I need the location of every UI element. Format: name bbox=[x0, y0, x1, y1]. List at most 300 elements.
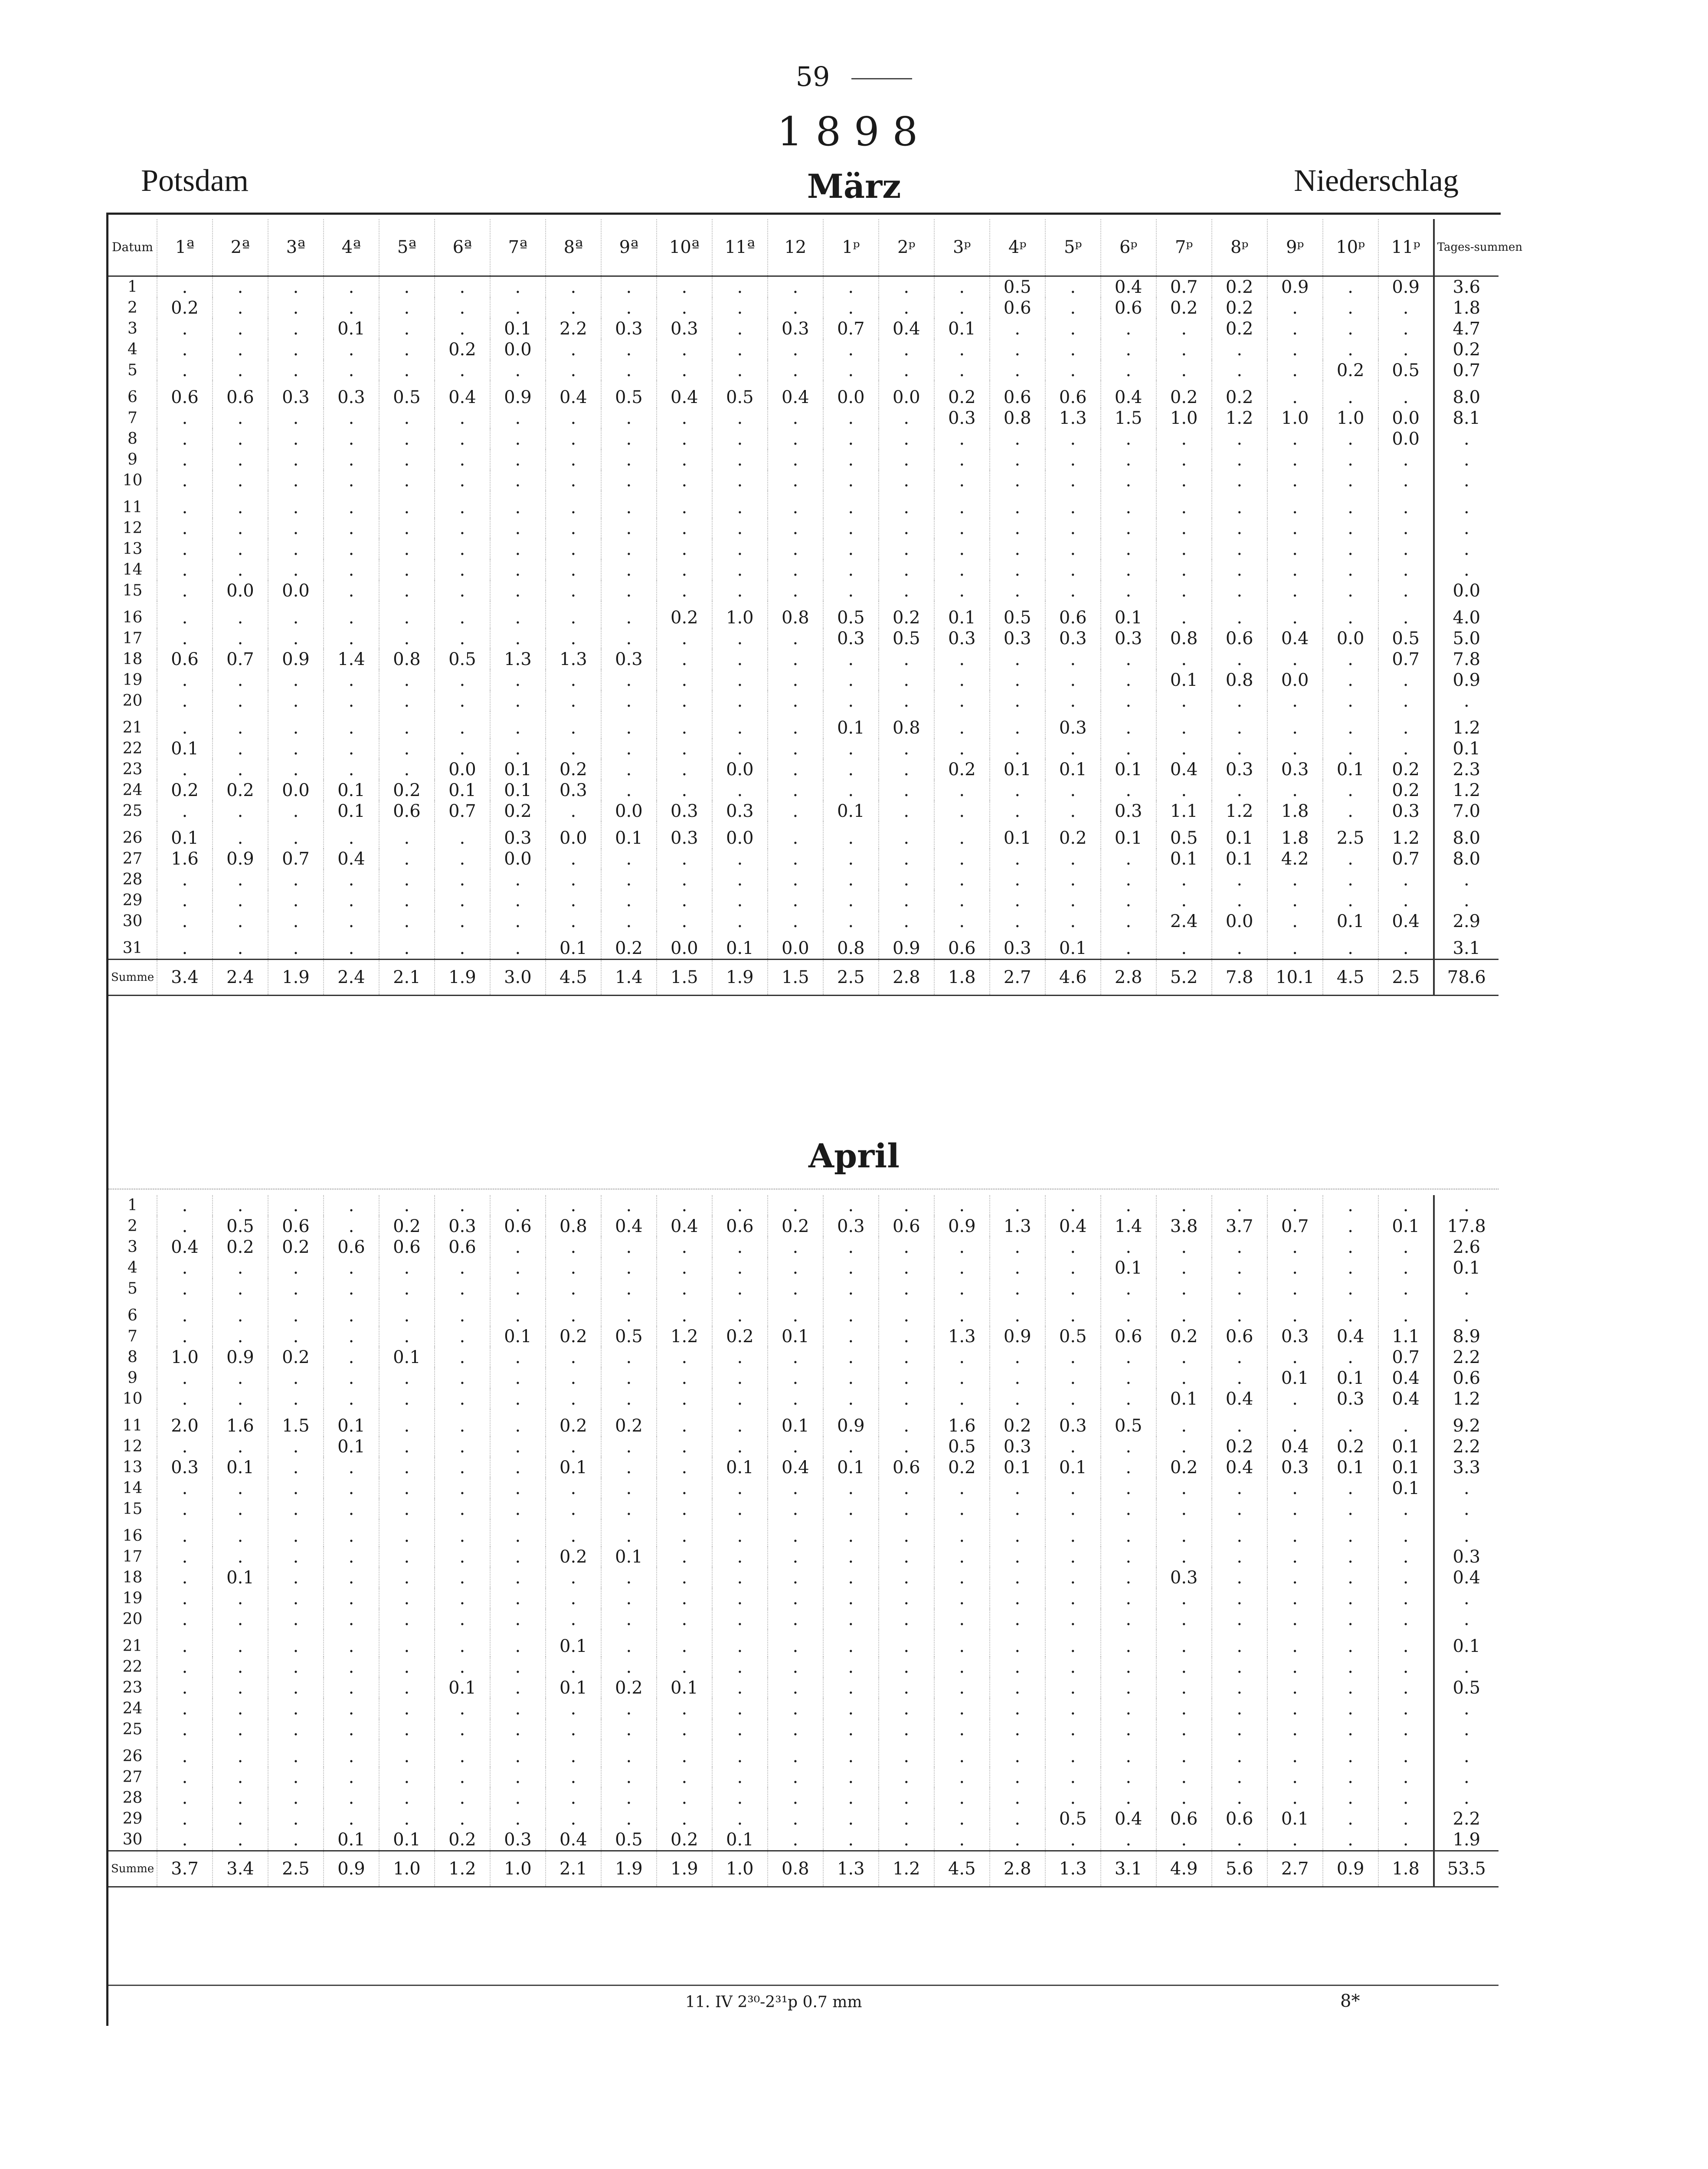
cell-value: . bbox=[1323, 711, 1378, 738]
cell-value: . bbox=[546, 1389, 601, 1409]
cell-value: 0.1 bbox=[934, 601, 990, 628]
cell-value: . bbox=[213, 691, 268, 711]
cell-value: . bbox=[213, 1499, 268, 1520]
cell-value: . bbox=[823, 449, 879, 470]
cell-value: . bbox=[268, 539, 324, 560]
cell-value: . bbox=[601, 518, 657, 539]
cell-value: . bbox=[546, 276, 601, 298]
cell-value: . bbox=[1267, 449, 1323, 470]
cell-value: . bbox=[712, 1788, 768, 1809]
cell-value: 0.2 bbox=[379, 1216, 435, 1237]
cell-value: 0.3 bbox=[601, 649, 657, 670]
table-row bbox=[108, 1499, 1499, 1520]
cell-value: . bbox=[657, 1499, 712, 1520]
cell-value: 3.7 bbox=[1212, 1216, 1267, 1237]
cell-value: . bbox=[379, 1767, 435, 1788]
cell-value: . bbox=[268, 932, 324, 960]
cell-value: . bbox=[379, 1436, 435, 1457]
cell-value: . bbox=[601, 1698, 657, 1719]
cell-value: 2.0 bbox=[157, 1409, 213, 1436]
cell-value: . bbox=[490, 408, 546, 429]
cell-value: . bbox=[990, 1258, 1045, 1278]
sum-value: 1.9 bbox=[601, 1851, 657, 1887]
table-row bbox=[108, 869, 1499, 890]
cell-value: . bbox=[712, 628, 768, 649]
cell-value: . bbox=[1323, 491, 1378, 518]
cell-value: . bbox=[268, 1740, 324, 1767]
cell-value: . bbox=[879, 1258, 934, 1278]
cell-value: . bbox=[1156, 1478, 1212, 1499]
cell-value: . bbox=[324, 1678, 379, 1698]
cell-value: 0.7 bbox=[435, 801, 490, 822]
cell-value: . bbox=[1156, 780, 1212, 801]
row-day: 5 bbox=[128, 1280, 137, 1297]
cell-value: . bbox=[712, 580, 768, 601]
sum-value: 2.8 bbox=[879, 960, 934, 996]
cell-value: . bbox=[213, 1520, 268, 1546]
cell-value: . bbox=[268, 298, 324, 318]
cell-value: . bbox=[934, 1719, 990, 1740]
cell-value: . bbox=[324, 560, 379, 580]
cell-value: . bbox=[1156, 1630, 1212, 1657]
row-total: 0.4 bbox=[1434, 1567, 1499, 1588]
cell-value: . bbox=[712, 1409, 768, 1436]
cell-value: . bbox=[990, 869, 1045, 890]
row-total: 1.8 bbox=[1434, 298, 1499, 318]
cell-value: . bbox=[990, 1478, 1045, 1499]
cell-value: . bbox=[1267, 1567, 1323, 1588]
cell-value: . bbox=[601, 1195, 657, 1216]
cell-value: . bbox=[1101, 1195, 1156, 1216]
cell-value: . bbox=[768, 298, 823, 318]
cell-value: . bbox=[1045, 1698, 1101, 1719]
sum-value: 3.1 bbox=[1101, 1851, 1156, 1887]
cell-value: 0.1 bbox=[324, 780, 379, 801]
cell-value: . bbox=[879, 276, 934, 298]
cell-value: . bbox=[490, 491, 546, 518]
cell-value: . bbox=[1101, 1299, 1156, 1326]
cell-value: . bbox=[1045, 649, 1101, 670]
cell-value: . bbox=[490, 360, 546, 381]
cell-value: . bbox=[879, 738, 934, 759]
sum-value: 4.5 bbox=[934, 1851, 990, 1887]
cell-value: . bbox=[1378, 932, 1434, 960]
cell-value: 0.2 bbox=[546, 759, 601, 780]
cell-value: . bbox=[879, 1678, 934, 1698]
cell-value: . bbox=[712, 738, 768, 759]
cell-value: . bbox=[1101, 869, 1156, 890]
cell-value: . bbox=[712, 1657, 768, 1678]
cell-value: . bbox=[157, 1499, 213, 1520]
cell-value: 0.6 bbox=[157, 381, 213, 408]
cell-value: . bbox=[1378, 1258, 1434, 1278]
cell-value: 0.1 bbox=[324, 801, 379, 822]
cell-value: 1.3 bbox=[546, 649, 601, 670]
cell-value: . bbox=[823, 1347, 879, 1368]
sum-value: 3.0 bbox=[490, 960, 546, 996]
cell-value: 0.2 bbox=[435, 1829, 490, 1851]
cell-value: . bbox=[934, 1788, 990, 1809]
cell-value: . bbox=[268, 670, 324, 691]
cell-value: . bbox=[768, 1678, 823, 1698]
row-total: . bbox=[1434, 1698, 1499, 1719]
cell-value: . bbox=[268, 869, 324, 890]
cell-value: . bbox=[1156, 491, 1212, 518]
row-total: . bbox=[1434, 470, 1499, 491]
cell-value: . bbox=[157, 318, 213, 339]
row-total: . bbox=[1434, 1195, 1499, 1216]
cell-value: . bbox=[657, 360, 712, 381]
table-row bbox=[108, 1478, 1499, 1499]
cell-value: 0.1 bbox=[1101, 822, 1156, 849]
cell-value: . bbox=[1156, 1299, 1212, 1326]
row-day: 4 bbox=[128, 1259, 137, 1277]
cell-value: 0.8 bbox=[879, 711, 934, 738]
sum-value: 5.6 bbox=[1212, 1851, 1267, 1887]
cell-value: . bbox=[1101, 738, 1156, 759]
cell-value: . bbox=[657, 1389, 712, 1409]
cell-value: . bbox=[934, 518, 990, 539]
cell-value: . bbox=[1101, 849, 1156, 869]
cell-value: . bbox=[157, 1299, 213, 1326]
cell-value: . bbox=[1212, 1609, 1267, 1630]
cell-value: . bbox=[712, 539, 768, 560]
cell-value: 1.4 bbox=[324, 649, 379, 670]
cell-value: . bbox=[546, 1588, 601, 1609]
cell-value: . bbox=[934, 470, 990, 491]
cell-value: . bbox=[712, 1389, 768, 1409]
table-row bbox=[108, 601, 1499, 628]
cell-value: . bbox=[1045, 890, 1101, 911]
cell-value: . bbox=[157, 1195, 213, 1216]
cell-value: . bbox=[213, 1678, 268, 1698]
cell-value: . bbox=[601, 1436, 657, 1457]
row-day: 25 bbox=[122, 802, 143, 820]
cell-value: . bbox=[1045, 1347, 1101, 1368]
cell-value: 0.1 bbox=[546, 1457, 601, 1478]
cell-value: . bbox=[1212, 1719, 1267, 1740]
cell-value: . bbox=[657, 649, 712, 670]
cell-value: . bbox=[546, 1740, 601, 1767]
cell-value: . bbox=[712, 1347, 768, 1368]
cell-value: 0.1 bbox=[1323, 1368, 1378, 1389]
cell-value: . bbox=[1101, 360, 1156, 381]
cell-value: . bbox=[601, 560, 657, 580]
cell-value: . bbox=[157, 1389, 213, 1409]
cell-value: . bbox=[879, 1299, 934, 1326]
cell-value: . bbox=[324, 759, 379, 780]
row-day: 1 bbox=[128, 1196, 137, 1214]
sum-value: 7.8 bbox=[1212, 960, 1267, 996]
cell-value: . bbox=[1378, 1588, 1434, 1609]
sum-value: 1.9 bbox=[657, 1851, 712, 1887]
cell-value: . bbox=[490, 580, 546, 601]
cell-value: 0.4 bbox=[1378, 911, 1434, 932]
cell-value: . bbox=[435, 1478, 490, 1499]
cell-value: . bbox=[1267, 360, 1323, 381]
cell-value: . bbox=[1212, 738, 1267, 759]
cell-value: . bbox=[1156, 518, 1212, 539]
cell-value: . bbox=[934, 849, 990, 869]
cell-value: . bbox=[213, 1719, 268, 1740]
cell-value: 0.4 bbox=[1267, 628, 1323, 649]
cell-value: . bbox=[823, 670, 879, 691]
row-total: 5.0 bbox=[1434, 628, 1499, 649]
cell-value: . bbox=[768, 1436, 823, 1457]
cell-value: . bbox=[1323, 1698, 1378, 1719]
cell-value: . bbox=[712, 1809, 768, 1829]
cell-value: 0.2 bbox=[1323, 360, 1378, 381]
cell-value: . bbox=[601, 601, 657, 628]
sum-value: 4.9 bbox=[1156, 1851, 1212, 1887]
cell-value: . bbox=[546, 691, 601, 711]
cell-value: 3.8 bbox=[1156, 1216, 1212, 1237]
cell-value: . bbox=[1323, 601, 1378, 628]
cell-value: . bbox=[1045, 1546, 1101, 1567]
table-row bbox=[108, 470, 1499, 491]
cell-value: . bbox=[435, 1436, 490, 1457]
cell-value: 0.6 bbox=[1045, 601, 1101, 628]
cell-value: . bbox=[712, 1520, 768, 1546]
cell-value: . bbox=[1156, 601, 1212, 628]
cell-value: . bbox=[879, 1588, 934, 1609]
row-day: 21 bbox=[122, 1637, 143, 1655]
cell-value: 0.1 bbox=[823, 1457, 879, 1478]
cell-value: 0.5 bbox=[712, 381, 768, 408]
cell-value: 0.2 bbox=[435, 339, 490, 360]
cell-value: . bbox=[268, 1719, 324, 1740]
cell-value: . bbox=[990, 890, 1045, 911]
cell-value: . bbox=[1045, 1829, 1101, 1851]
table-row bbox=[108, 822, 1499, 849]
cell-value: . bbox=[823, 491, 879, 518]
cell-value: 2.4 bbox=[1156, 911, 1212, 932]
cell-value: . bbox=[1045, 1499, 1101, 1520]
cell-value: . bbox=[934, 539, 990, 560]
cell-value: . bbox=[1045, 560, 1101, 580]
cell-value: 0.9 bbox=[879, 932, 934, 960]
sum-value: 1.3 bbox=[823, 1851, 879, 1887]
cell-value: . bbox=[379, 849, 435, 869]
cell-value: . bbox=[879, 1278, 934, 1299]
column-header-hour: 4ᵖ bbox=[990, 219, 1045, 276]
cell-value: 0.1 bbox=[1323, 1457, 1378, 1478]
cell-value: . bbox=[934, 1499, 990, 1520]
row-day: 11 bbox=[122, 498, 143, 516]
cell-value: 0.2 bbox=[213, 780, 268, 801]
cell-value: . bbox=[657, 580, 712, 601]
cell-value: . bbox=[1156, 738, 1212, 759]
cell-value: . bbox=[657, 491, 712, 518]
cell-value: . bbox=[546, 738, 601, 759]
cell-value: . bbox=[1101, 318, 1156, 339]
row-total: . bbox=[1434, 429, 1499, 449]
cell-value: . bbox=[268, 429, 324, 449]
row-total: . bbox=[1434, 1657, 1499, 1678]
cell-value: 0.4 bbox=[657, 381, 712, 408]
cell-value: 1.0 bbox=[1156, 408, 1212, 429]
cell-value: . bbox=[1378, 1809, 1434, 1829]
cell-value: . bbox=[490, 1588, 546, 1609]
cell-value: . bbox=[768, 560, 823, 580]
header-row bbox=[108, 219, 1499, 276]
cell-value: . bbox=[490, 1499, 546, 1520]
cell-value: . bbox=[157, 491, 213, 518]
cell-value: . bbox=[1212, 932, 1267, 960]
cell-value: . bbox=[1101, 1829, 1156, 1851]
cell-value: . bbox=[1378, 890, 1434, 911]
table-row bbox=[108, 429, 1499, 449]
cell-value: . bbox=[1212, 491, 1267, 518]
cell-value: . bbox=[379, 1588, 435, 1609]
cell-value: . bbox=[1101, 911, 1156, 932]
cell-value: . bbox=[213, 1698, 268, 1719]
row-total: . bbox=[1434, 1478, 1499, 1499]
cell-value: . bbox=[546, 711, 601, 738]
cell-value: . bbox=[435, 1457, 490, 1478]
cell-value: . bbox=[657, 1740, 712, 1767]
cell-value: 0.2 bbox=[213, 1237, 268, 1258]
cell-value: 0.4 bbox=[1267, 1436, 1323, 1457]
cell-value: 0.4 bbox=[1101, 381, 1156, 408]
table-row bbox=[108, 1409, 1499, 1436]
cell-value: . bbox=[823, 822, 879, 849]
cell-value: 0.3 bbox=[324, 381, 379, 408]
cell-value: 1.6 bbox=[157, 849, 213, 869]
cell-value: 1.0 bbox=[157, 1347, 213, 1368]
cell-value: . bbox=[268, 339, 324, 360]
year-heading: 1898 bbox=[777, 108, 931, 155]
cell-value: . bbox=[1323, 1520, 1378, 1546]
cell-value: . bbox=[379, 1499, 435, 1520]
cell-value: 0.9 bbox=[213, 849, 268, 869]
table-row bbox=[108, 890, 1499, 911]
cell-value: . bbox=[1212, 580, 1267, 601]
cell-value: . bbox=[768, 670, 823, 691]
cell-value: . bbox=[1323, 780, 1378, 801]
cell-value: . bbox=[823, 1719, 879, 1740]
cell-value: . bbox=[546, 360, 601, 381]
cell-value: . bbox=[601, 890, 657, 911]
row-day: 6 bbox=[128, 1307, 137, 1324]
cell-value: 0.5 bbox=[1101, 1409, 1156, 1436]
cell-value: . bbox=[1378, 1609, 1434, 1630]
cell-value: . bbox=[1045, 1588, 1101, 1609]
cell-value: . bbox=[657, 890, 712, 911]
cell-value: . bbox=[601, 1457, 657, 1478]
cell-value: . bbox=[324, 408, 379, 429]
sum-value: 2.7 bbox=[1267, 1851, 1323, 1887]
cell-value: . bbox=[934, 1520, 990, 1546]
cell-value: . bbox=[657, 1630, 712, 1657]
cell-value: 0.7 bbox=[213, 649, 268, 670]
cell-value: . bbox=[213, 1609, 268, 1630]
cell-value: . bbox=[1267, 911, 1323, 932]
cell-value: . bbox=[879, 691, 934, 711]
cell-value: 0.3 bbox=[657, 822, 712, 849]
cell-value: . bbox=[268, 1195, 324, 1216]
cell-value: . bbox=[1101, 1719, 1156, 1740]
cell-value: . bbox=[546, 911, 601, 932]
cell-value: . bbox=[490, 560, 546, 580]
cell-value: 0.2 bbox=[268, 1237, 324, 1258]
station-name: Potsdam bbox=[141, 163, 249, 198]
cell-value: . bbox=[823, 1278, 879, 1299]
cell-value: . bbox=[823, 539, 879, 560]
cell-value: . bbox=[1045, 1630, 1101, 1657]
cell-value: . bbox=[934, 360, 990, 381]
cell-value: 0.1 bbox=[157, 738, 213, 759]
cell-value: . bbox=[990, 539, 1045, 560]
cell-value: . bbox=[157, 470, 213, 491]
cell-value: 0.3 bbox=[546, 780, 601, 801]
cell-value: . bbox=[1323, 518, 1378, 539]
cell-value: . bbox=[213, 711, 268, 738]
table-row bbox=[108, 670, 1499, 691]
cell-value: . bbox=[823, 1567, 879, 1588]
cell-value: . bbox=[879, 360, 934, 381]
cell-value: . bbox=[324, 822, 379, 849]
cell-value: . bbox=[601, 298, 657, 318]
cell-value: . bbox=[990, 1237, 1045, 1258]
cell-value: . bbox=[324, 1299, 379, 1326]
page-number-text: 59 bbox=[795, 61, 830, 92]
row-day: 29 bbox=[122, 891, 143, 909]
cell-value: . bbox=[879, 822, 934, 849]
cell-value: . bbox=[324, 449, 379, 470]
cell-value: . bbox=[1101, 1457, 1156, 1478]
cell-value: . bbox=[1378, 470, 1434, 491]
row-total: . bbox=[1434, 1588, 1499, 1609]
cell-value: . bbox=[157, 1368, 213, 1389]
cell-value: . bbox=[1212, 1347, 1267, 1368]
row-day: 22 bbox=[122, 1658, 143, 1676]
cell-value: . bbox=[1101, 1657, 1156, 1678]
cell-value: . bbox=[1101, 1278, 1156, 1299]
cell-value: . bbox=[1267, 1499, 1323, 1520]
cell-value: . bbox=[157, 601, 213, 628]
cell-value: . bbox=[1378, 711, 1434, 738]
cell-value: . bbox=[1267, 539, 1323, 560]
cell-value: 0.1 bbox=[1045, 1457, 1101, 1478]
cell-value: . bbox=[324, 429, 379, 449]
cell-value: . bbox=[1045, 869, 1101, 890]
cell-value: . bbox=[379, 1409, 435, 1436]
cell-value: . bbox=[1156, 1740, 1212, 1767]
cell-value: . bbox=[712, 1195, 768, 1216]
cell-value: . bbox=[712, 518, 768, 539]
cell-value: . bbox=[546, 890, 601, 911]
cell-value: 0.2 bbox=[546, 1409, 601, 1436]
column-header-hour: 2ª bbox=[213, 219, 268, 276]
cell-value: . bbox=[712, 890, 768, 911]
cell-value: . bbox=[1156, 1436, 1212, 1457]
cell-value: 0.7 bbox=[1267, 1216, 1323, 1237]
table-row bbox=[108, 491, 1499, 518]
cell-value: . bbox=[490, 1698, 546, 1719]
cell-value: . bbox=[990, 711, 1045, 738]
cell-value: . bbox=[934, 491, 990, 518]
cell-value: . bbox=[768, 1237, 823, 1258]
cell-value: . bbox=[712, 1698, 768, 1719]
cell-value: . bbox=[1101, 1788, 1156, 1809]
table-row bbox=[108, 628, 1499, 649]
cell-value: 0.6 bbox=[1101, 298, 1156, 318]
cell-value: . bbox=[268, 1630, 324, 1657]
cell-value: . bbox=[657, 1588, 712, 1609]
cell-value: . bbox=[1378, 1767, 1434, 1788]
row-total: . bbox=[1434, 518, 1499, 539]
